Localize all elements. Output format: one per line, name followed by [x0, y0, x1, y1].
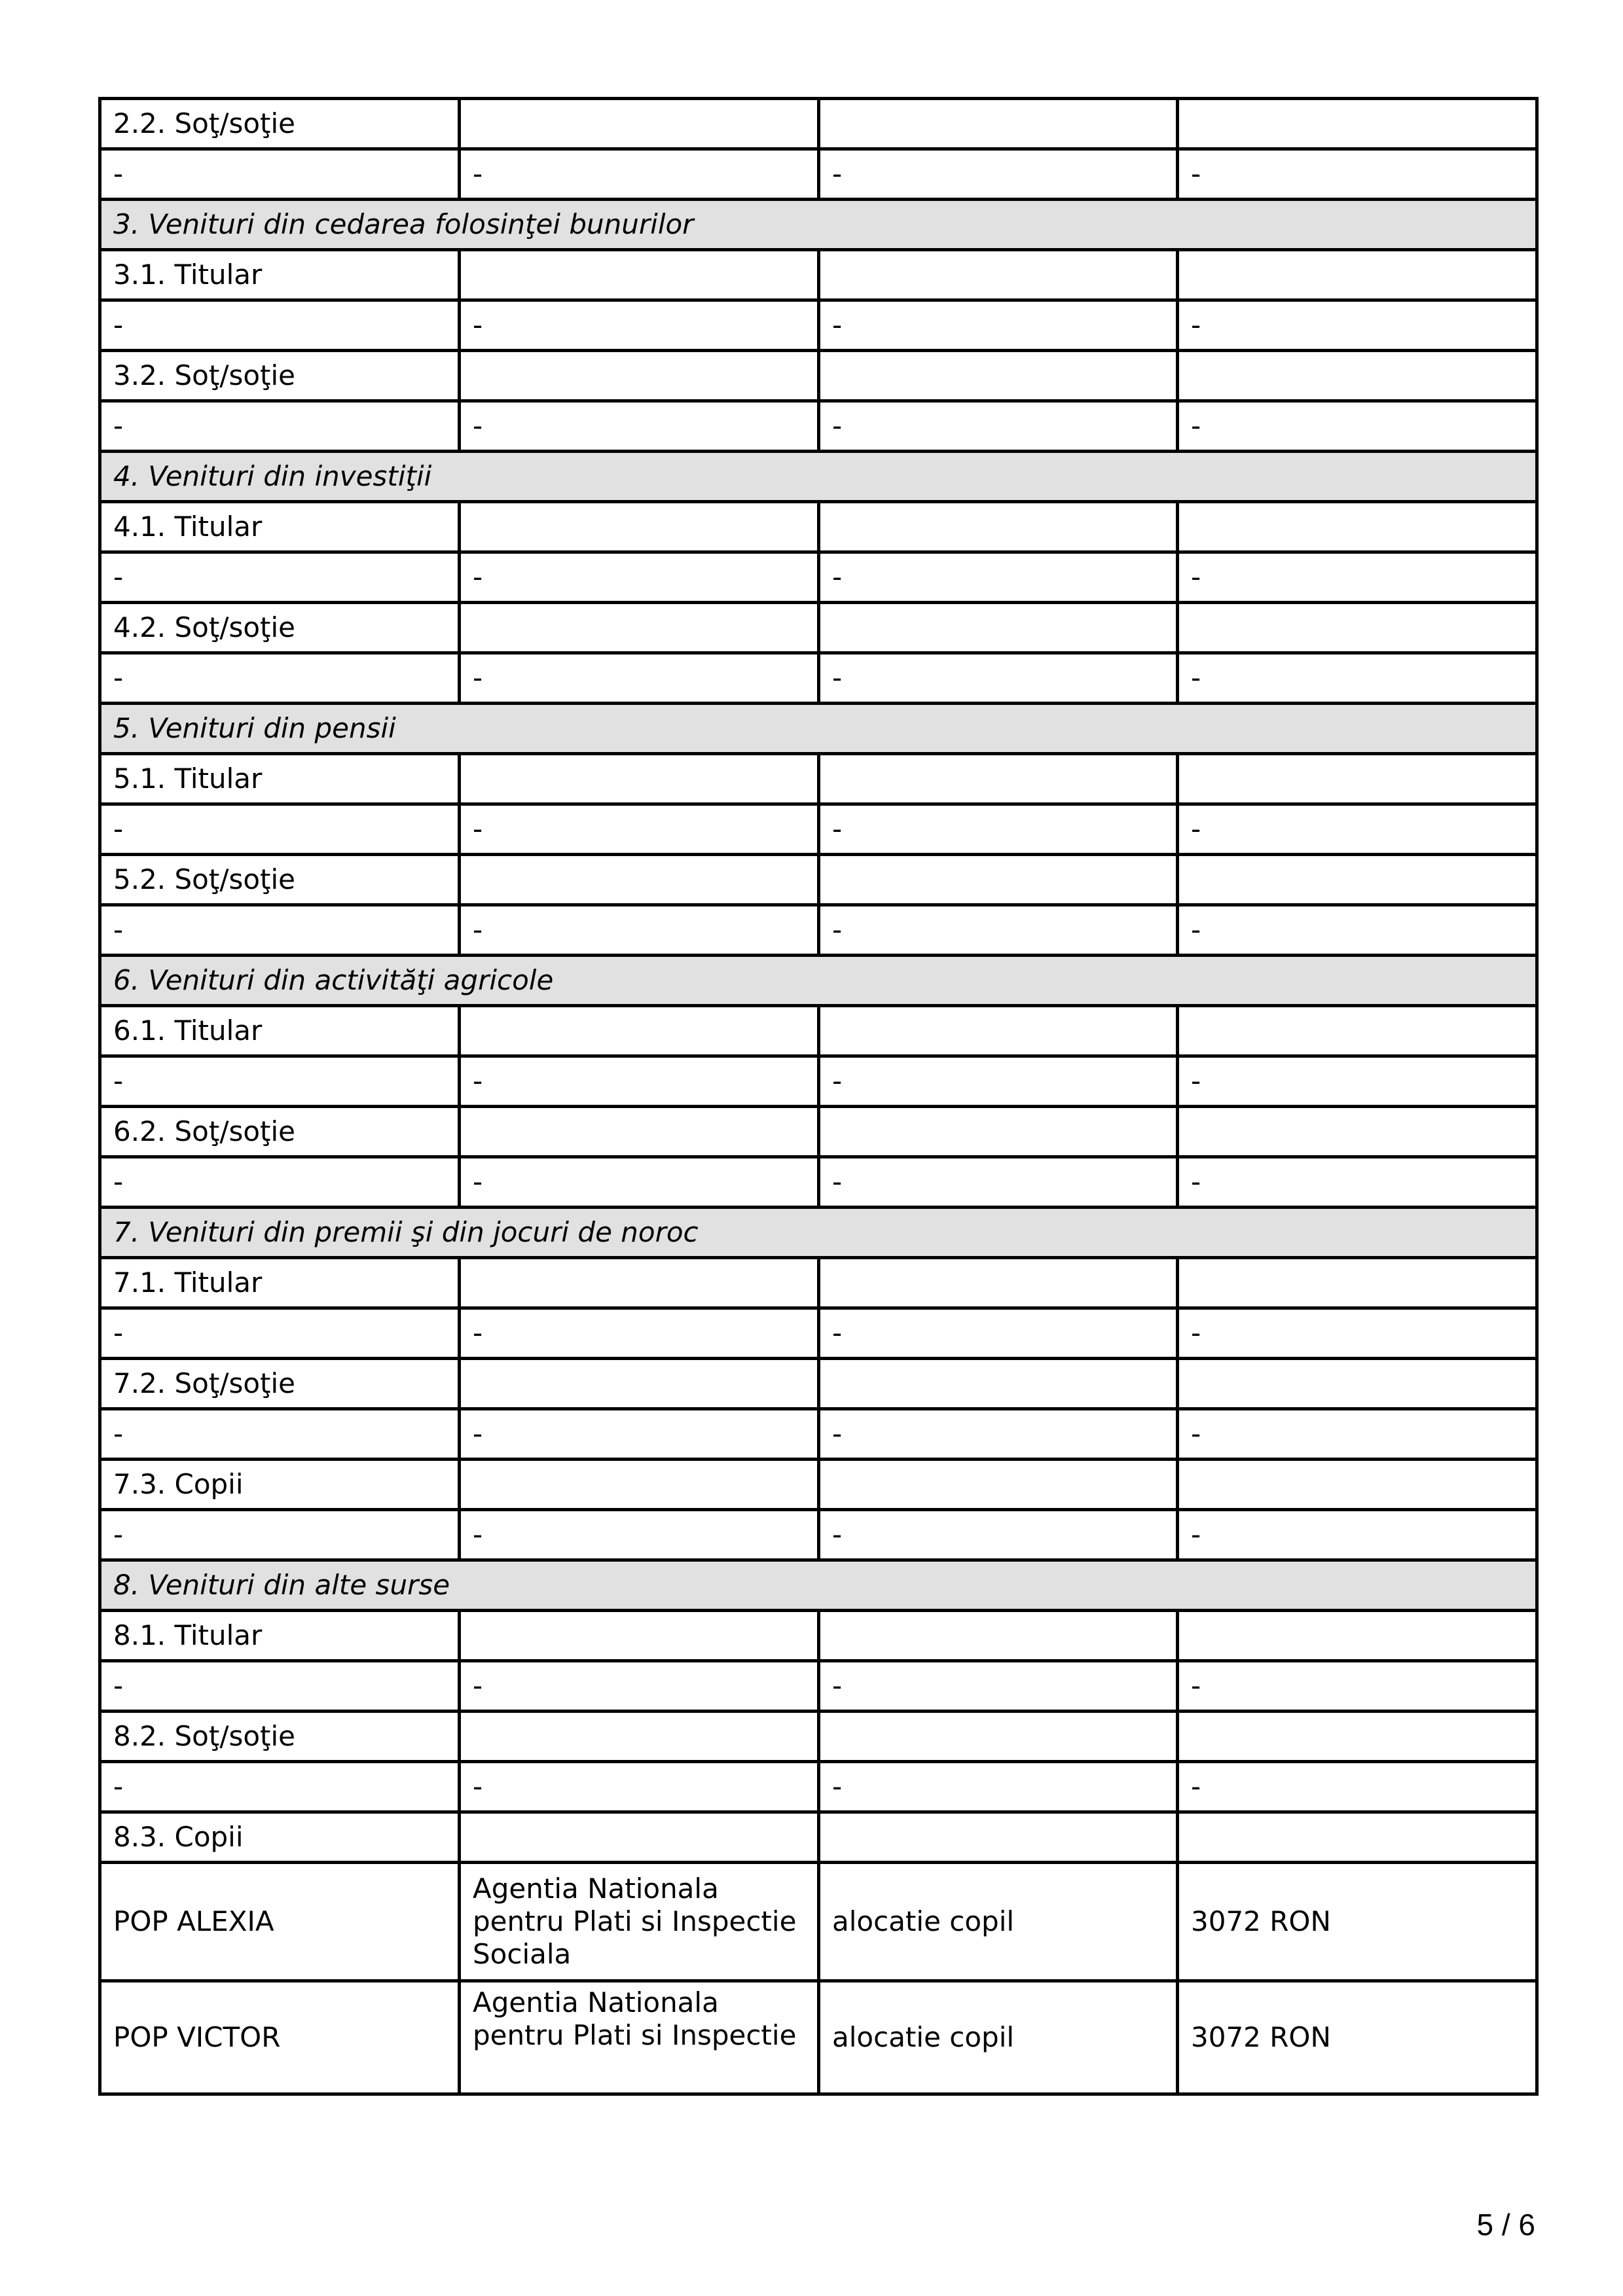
subsection-row: [100, 603, 1537, 653]
subsection-label: 5.2. Soţ/soţie: [100, 855, 460, 905]
subsection-label: 7.3. Copii: [100, 1460, 460, 1510]
empty-cell: [460, 855, 819, 905]
subsection-row: [100, 1258, 1537, 1308]
dash-row: [100, 1510, 1537, 1560]
dash-cell: -: [819, 1510, 1178, 1560]
empty-cell: [460, 1359, 819, 1409]
empty-cell: [1178, 1107, 1537, 1157]
income-table: [98, 97, 1539, 2096]
dash-cell: -: [1178, 300, 1537, 351]
subsection-row: [100, 1006, 1537, 1056]
page-number: 5 / 6: [1476, 2208, 1535, 2242]
empty-cell: [819, 603, 1178, 653]
dash-cell: -: [100, 401, 460, 452]
dash-row: [100, 401, 1537, 452]
section-title: 8. Venituri din alte surse: [100, 1560, 1537, 1611]
subsection-row: [100, 1611, 1537, 1661]
empty-cell: [1178, 351, 1537, 401]
empty-cell: [460, 1006, 819, 1056]
dash-cell: -: [819, 1661, 1178, 1712]
dash-cell: -: [100, 905, 460, 956]
empty-cell: [1178, 1611, 1537, 1661]
empty-cell: [819, 250, 1178, 300]
section-header-row: [100, 452, 1537, 502]
service-provided: alocatie copil: [819, 1863, 1178, 1981]
subsection-label: 2.2. Soţ/soţie: [100, 99, 460, 149]
dash-cell: -: [460, 1762, 819, 1812]
section-header-row: [100, 704, 1537, 754]
empty-cell: [819, 1006, 1178, 1056]
dash-cell: -: [100, 1510, 460, 1560]
dash-cell: -: [819, 1308, 1178, 1359]
dash-cell: -: [819, 905, 1178, 956]
empty-cell: [460, 250, 819, 300]
empty-cell: [460, 351, 819, 401]
dash-cell: -: [100, 300, 460, 351]
subsection-row: [100, 1359, 1537, 1409]
subsection-label: 3.1. Titular: [100, 250, 460, 300]
dash-row: [100, 804, 1537, 855]
empty-cell: [460, 1258, 819, 1308]
empty-cell: [1178, 250, 1537, 300]
subsection-row: [100, 502, 1537, 552]
dash-row: [100, 905, 1537, 956]
dash-cell: -: [460, 804, 819, 855]
empty-cell: [819, 1611, 1178, 1661]
empty-cell: [819, 1460, 1178, 1510]
subsection-row: [100, 250, 1537, 300]
empty-cell: [819, 502, 1178, 552]
dash-cell: -: [460, 1308, 819, 1359]
beneficiary-name: POP ALEXIA: [100, 1863, 460, 1981]
dash-cell: -: [1178, 1762, 1537, 1812]
empty-cell: [819, 1359, 1178, 1409]
dash-cell: -: [1178, 1409, 1537, 1460]
empty-cell: [1178, 1006, 1537, 1056]
subsection-row: [100, 1712, 1537, 1762]
dash-row: [100, 1762, 1537, 1812]
dash-cell: -: [819, 1409, 1178, 1460]
empty-cell: [1178, 1359, 1537, 1409]
subsection-label: 8.1. Titular: [100, 1611, 460, 1661]
dash-cell: -: [819, 1762, 1178, 1812]
dash-cell: -: [100, 653, 460, 704]
dash-row: [100, 300, 1537, 351]
subsection-label: 6.1. Titular: [100, 1006, 460, 1056]
section-title: 6. Venituri din activităţi agricole: [100, 956, 1537, 1006]
dash-cell: -: [100, 1762, 460, 1812]
dash-cell: -: [1178, 905, 1537, 956]
section-header-row: [100, 200, 1537, 250]
service-provided: alocatie copil: [819, 1981, 1178, 2094]
dash-cell: -: [460, 1409, 819, 1460]
empty-cell: [819, 1107, 1178, 1157]
empty-cell: [460, 1812, 819, 1863]
dash-cell: -: [1178, 149, 1537, 200]
empty-cell: [819, 754, 1178, 804]
income-source: Agentia Nationala pentru Plati si Inspectie Sociala: [460, 1863, 819, 1981]
dash-row: [100, 653, 1537, 704]
dash-cell: -: [1178, 1056, 1537, 1107]
income-source: Agentia Nationala pentru Plati si Inspectie: [473, 1986, 797, 2051]
dash-cell: -: [460, 1510, 819, 1560]
dash-cell: -: [460, 552, 819, 603]
empty-cell: [460, 99, 819, 149]
dash-cell: -: [460, 1157, 819, 1208]
dash-cell: -: [460, 905, 819, 956]
section-title: 4. Venituri din investiţii: [100, 452, 1537, 502]
dash-row: [100, 552, 1537, 603]
empty-cell: [819, 1812, 1178, 1863]
dash-cell: -: [1178, 401, 1537, 452]
dash-cell: -: [1178, 1308, 1537, 1359]
dash-cell: -: [1178, 1157, 1537, 1208]
subsection-label: 3.2. Soţ/soţie: [100, 351, 460, 401]
subsection-label: 4.2. Soţ/soţie: [100, 603, 460, 653]
dash-cell: -: [819, 653, 1178, 704]
empty-cell: [460, 754, 819, 804]
section-title: 5. Venituri din pensii: [100, 704, 1537, 754]
dash-cell: -: [1178, 653, 1537, 704]
dash-cell: -: [460, 1661, 819, 1712]
empty-cell: [460, 1712, 819, 1762]
dash-cell: -: [100, 552, 460, 603]
dash-cell: -: [819, 300, 1178, 351]
subsection-label: 8.3. Copii: [100, 1812, 460, 1863]
subsection-label: 8.2. Soţ/soţie: [100, 1712, 460, 1762]
dash-row: [100, 149, 1537, 200]
dash-cell: -: [1178, 552, 1537, 603]
empty-cell: [819, 1712, 1178, 1762]
income-source-cell: [460, 1981, 819, 2094]
section-title: 3. Venituri din cedarea folosinţei bunurilor: [100, 200, 1537, 250]
dash-cell: -: [100, 1308, 460, 1359]
empty-cell: [819, 99, 1178, 149]
empty-cell: [1178, 603, 1537, 653]
subsection-row: [100, 351, 1537, 401]
dash-cell: -: [460, 401, 819, 452]
beneficiary-name: POP VICTOR: [100, 1981, 460, 2094]
dash-cell: -: [1178, 804, 1537, 855]
empty-cell: [1178, 1258, 1537, 1308]
subsection-row: [100, 1107, 1537, 1157]
empty-cell: [1178, 1812, 1537, 1863]
dash-row: [100, 1056, 1537, 1107]
subsection-row: [100, 855, 1537, 905]
income-amount: 3072 RON: [1178, 1863, 1537, 1981]
empty-cell: [1178, 754, 1537, 804]
dash-cell: -: [460, 1056, 819, 1107]
empty-cell: [819, 351, 1178, 401]
subsection-label: 5.1. Titular: [100, 754, 460, 804]
dash-cell: -: [819, 804, 1178, 855]
empty-cell: [460, 1107, 819, 1157]
dash-cell: -: [100, 804, 460, 855]
dash-cell: -: [819, 1157, 1178, 1208]
empty-cell: [1178, 1712, 1537, 1762]
section-header-row: [100, 956, 1537, 1006]
dash-cell: -: [100, 1056, 460, 1107]
dash-cell: -: [460, 149, 819, 200]
subsection-row: [100, 754, 1537, 804]
dash-row: [100, 1661, 1537, 1712]
subsection-row: [100, 1460, 1537, 1510]
income-record-row: [100, 1981, 1537, 2094]
empty-cell: [1178, 99, 1537, 149]
dash-row: [100, 1157, 1537, 1208]
dash-row: [100, 1409, 1537, 1460]
empty-cell: [460, 502, 819, 552]
dash-cell: -: [100, 1661, 460, 1712]
section-title: 7. Venituri din premii şi din jocuri de noroc: [100, 1208, 1537, 1258]
dash-cell: -: [819, 552, 1178, 603]
subsection-row: [100, 99, 1537, 149]
empty-cell: [1178, 1460, 1537, 1510]
dash-cell: -: [460, 653, 819, 704]
dash-cell: -: [100, 1409, 460, 1460]
dash-cell: -: [460, 300, 819, 351]
empty-cell: [819, 1258, 1178, 1308]
subsection-label: 6.2. Soţ/soţie: [100, 1107, 460, 1157]
dash-cell: -: [1178, 1510, 1537, 1560]
empty-cell: [460, 1611, 819, 1661]
section-header-row: [100, 1560, 1537, 1611]
subsection-label: 4.1. Titular: [100, 502, 460, 552]
empty-cell: [1178, 502, 1537, 552]
subsection-row: [100, 1812, 1537, 1863]
dash-row: [100, 1308, 1537, 1359]
dash-cell: -: [819, 401, 1178, 452]
empty-cell: [1178, 855, 1537, 905]
subsection-label: 7.2. Soţ/soţie: [100, 1359, 460, 1409]
empty-cell: [460, 603, 819, 653]
subsection-label: 7.1. Titular: [100, 1258, 460, 1308]
dash-cell: -: [819, 1056, 1178, 1107]
section-header-row: [100, 1208, 1537, 1258]
empty-cell: [460, 1460, 819, 1510]
dash-cell: -: [1178, 1661, 1537, 1712]
dash-cell: -: [100, 1157, 460, 1208]
dash-cell: -: [819, 149, 1178, 200]
dash-cell: -: [100, 149, 460, 200]
empty-cell: [819, 855, 1178, 905]
income-amount: 3072 RON: [1178, 1981, 1537, 2094]
income-record-row: [100, 1863, 1537, 1981]
